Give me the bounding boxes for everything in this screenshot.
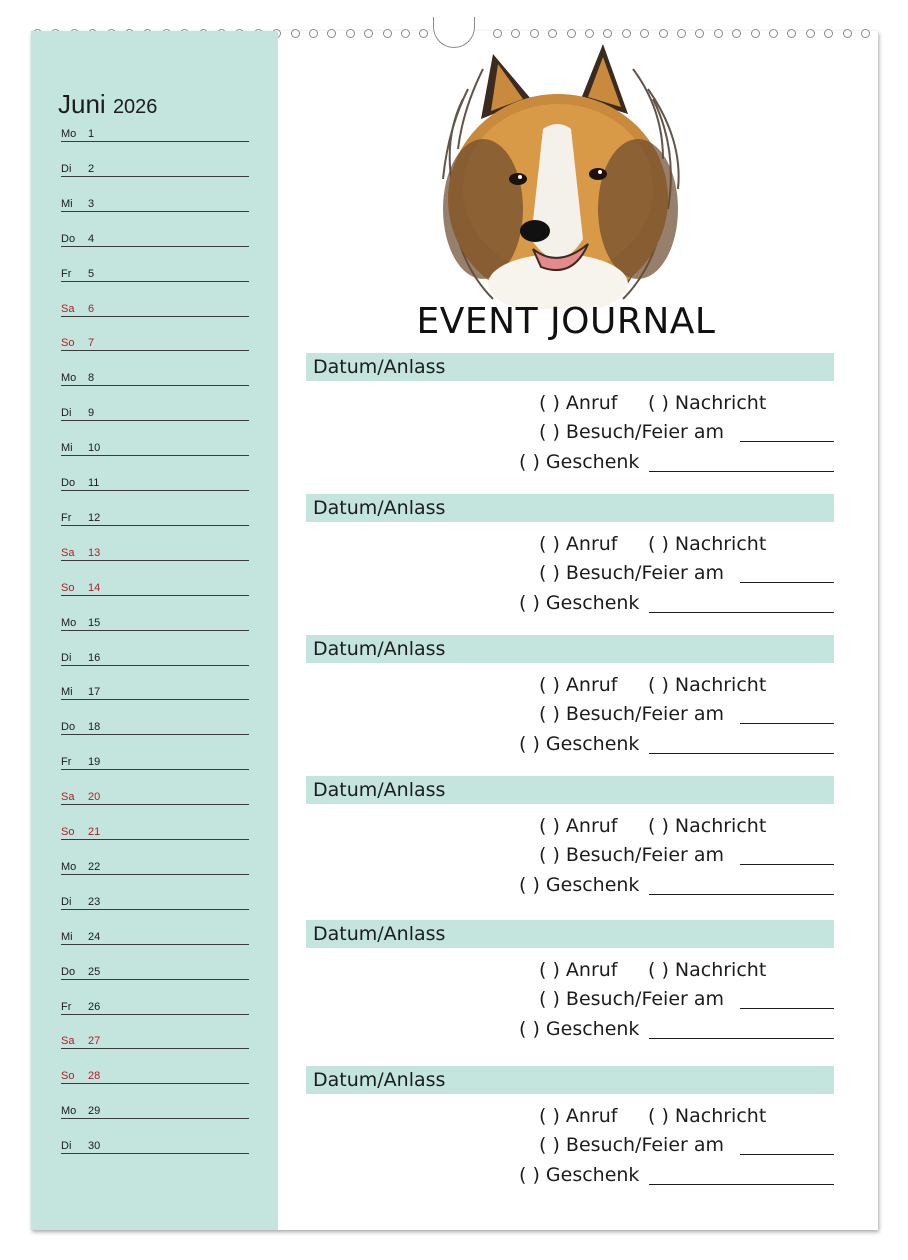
day-number: 20 (88, 791, 101, 804)
day-number: 11 (88, 477, 100, 489)
day-number: 26 (88, 1000, 101, 1013)
binding-ring (677, 29, 686, 38)
call-option: ( ) Anruf (539, 959, 618, 981)
day-row (61, 931, 249, 945)
day-number: 17 (88, 686, 101, 699)
day-row (61, 1035, 249, 1049)
binding-ring (530, 29, 539, 38)
day-number: 7 (88, 337, 95, 350)
day-number: 16 (88, 651, 101, 664)
day-of-week: Mo (61, 1105, 77, 1118)
calendar-page (31, 31, 878, 1230)
day-number: 6 (88, 302, 95, 315)
call-option: ( ) Anruf (539, 815, 618, 837)
binding-ring (806, 29, 815, 38)
day-row (61, 372, 249, 386)
day-of-week: Do (61, 721, 76, 734)
day-number: 19 (88, 756, 101, 769)
day-of-week: So (61, 826, 75, 838)
day-number: 21 (88, 826, 101, 838)
day-row (61, 128, 249, 142)
day-row (61, 547, 249, 561)
entry-heading: Datum/Anlass (306, 776, 834, 804)
day-row (61, 966, 249, 980)
gift-line (649, 471, 834, 472)
day-row (61, 826, 249, 840)
day-row (61, 337, 249, 351)
day-of-week: Sa (61, 791, 75, 804)
day-number: 24 (88, 930, 101, 943)
gift-option: ( ) Geschenk (519, 1164, 640, 1186)
day-row (61, 1070, 249, 1084)
day-of-week: Sa (61, 302, 75, 315)
dog-illustration (423, 39, 693, 309)
day-row (61, 861, 249, 875)
day-row (61, 442, 249, 456)
day-of-week: So (61, 581, 75, 594)
binding-ring (787, 29, 796, 38)
day-of-week: Mo (61, 372, 77, 385)
call-option: ( ) Anruf (539, 533, 618, 555)
message-option: ( ) Nachricht (648, 674, 767, 696)
binding-ring (714, 29, 723, 38)
entry-heading: Datum/Anlass (306, 494, 834, 522)
visit-option: ( ) Besuch/Feier am (539, 988, 725, 1010)
journal-title: EVENT JOURNAL (416, 301, 716, 342)
gift-option: ( ) Geschenk (519, 874, 640, 896)
visit-date-line (740, 582, 834, 583)
gift-line (649, 1038, 834, 1039)
day-row (61, 617, 249, 631)
day-number: 15 (88, 616, 101, 629)
day-row (61, 163, 249, 177)
message-option: ( ) Nachricht (648, 392, 767, 414)
month-year: 2026 (112, 96, 158, 118)
binding-ring (622, 29, 631, 38)
binding-ring (291, 29, 300, 38)
day-of-week: Do (61, 477, 76, 489)
message-option: ( ) Nachricht (648, 959, 767, 981)
gift-line (649, 894, 834, 895)
day-of-week: Fr (61, 267, 72, 280)
day-of-week: Mi (61, 197, 73, 210)
call-option: ( ) Anruf (539, 392, 618, 414)
day-of-week: Di (61, 407, 72, 420)
binding-ring (585, 29, 594, 38)
visit-date-line (740, 723, 834, 724)
day-number: 18 (88, 721, 101, 734)
day-number: 30 (88, 1140, 101, 1153)
day-number: 9 (88, 407, 95, 420)
gift-line (649, 612, 834, 613)
day-number: 4 (88, 232, 95, 245)
binding-ring (732, 29, 741, 38)
entry-heading: Datum/Anlass (306, 353, 834, 381)
visit-date-line (740, 1008, 834, 1009)
day-number: 22 (88, 860, 101, 873)
day-row (61, 756, 249, 770)
day-number: 29 (88, 1105, 101, 1118)
day-number: 1 (88, 128, 95, 140)
binding-ring (659, 29, 668, 38)
binding-ring (493, 29, 502, 38)
visit-date-line (740, 864, 834, 865)
day-of-week: Mo (61, 616, 77, 629)
visit-option: ( ) Besuch/Feier am (539, 844, 725, 866)
day-number: 28 (88, 1070, 101, 1083)
visit-option: ( ) Besuch/Feier am (539, 703, 725, 725)
day-number: 8 (88, 372, 95, 385)
call-option: ( ) Anruf (539, 1105, 618, 1127)
binding-ring (695, 29, 704, 38)
binding-ring (364, 29, 373, 38)
day-row (61, 582, 249, 596)
month-name: Juni (58, 89, 106, 119)
binding-ring (751, 29, 760, 38)
binding-ring (327, 29, 336, 38)
binding-ring (419, 29, 428, 38)
day-of-week: Mi (61, 930, 73, 943)
day-of-week: Sa (61, 1035, 75, 1048)
day-row (61, 1140, 249, 1154)
binding-ring (309, 29, 318, 38)
day-row (61, 896, 249, 910)
day-of-week: Fr (61, 1000, 72, 1013)
binding-ring (511, 29, 520, 38)
gift-option: ( ) Geschenk (519, 1018, 640, 1040)
message-option: ( ) Nachricht (648, 533, 767, 555)
day-number: 23 (88, 895, 101, 908)
gift-line (649, 753, 834, 754)
month-title (58, 89, 157, 120)
binding-ring (603, 29, 612, 38)
calendar-sidebar (31, 31, 278, 1230)
day-row (61, 512, 249, 526)
day-of-week: Fr (61, 511, 72, 524)
entry-heading: Datum/Anlass (306, 920, 834, 948)
binding-ring (824, 29, 833, 38)
day-number: 5 (88, 267, 95, 280)
day-row (61, 721, 249, 735)
binding-ring (640, 29, 649, 38)
day-number: 12 (88, 511, 101, 524)
day-of-week: Fr (61, 756, 72, 769)
binding-ring (769, 29, 778, 38)
day-of-week: Di (61, 651, 72, 664)
day-number: 10 (88, 442, 101, 455)
binding-ring (548, 29, 557, 38)
day-number: 14 (88, 581, 101, 594)
binding-ring (401, 29, 410, 38)
binding-ring (346, 29, 355, 38)
day-row (61, 198, 249, 212)
visit-date-line (740, 1154, 834, 1155)
call-option: ( ) Anruf (539, 674, 618, 696)
day-row (61, 268, 249, 282)
day-number: 13 (88, 546, 101, 559)
visit-option: ( ) Besuch/Feier am (539, 1134, 725, 1156)
day-of-week: Mo (61, 128, 77, 140)
day-row (61, 477, 249, 491)
day-row (61, 791, 249, 805)
gift-option: ( ) Geschenk (519, 592, 640, 614)
day-of-week: Do (61, 965, 76, 978)
day-of-week: Di (61, 1140, 72, 1153)
gift-line (649, 1184, 834, 1185)
day-number: 3 (88, 197, 95, 210)
day-row (61, 407, 249, 421)
day-number: 2 (88, 162, 95, 175)
binding-ring (861, 29, 870, 38)
binding-ring (567, 29, 576, 38)
binding-ring (843, 29, 852, 38)
day-of-week: So (61, 337, 75, 350)
day-row (61, 686, 249, 700)
gift-option: ( ) Geschenk (519, 451, 640, 473)
day-of-week: Mi (61, 686, 73, 699)
day-row (61, 652, 249, 666)
binding-ring (383, 29, 392, 38)
gift-option: ( ) Geschenk (519, 733, 640, 755)
entry-heading: Datum/Anlass (306, 1066, 834, 1094)
day-number: 25 (88, 965, 101, 978)
day-row (61, 303, 249, 317)
visit-option: ( ) Besuch/Feier am (539, 562, 725, 584)
day-of-week: Di (61, 895, 72, 908)
day-of-week: Di (61, 162, 72, 175)
day-row (61, 1001, 249, 1015)
day-of-week: Mo (61, 860, 77, 873)
visit-date-line (740, 441, 834, 442)
visit-option: ( ) Besuch/Feier am (539, 421, 725, 443)
day-row (61, 1105, 249, 1119)
message-option: ( ) Nachricht (648, 1105, 767, 1127)
message-option: ( ) Nachricht (648, 815, 767, 837)
day-of-week: Do (61, 232, 76, 245)
day-of-week: Mi (61, 442, 73, 455)
entry-heading: Datum/Anlass (306, 635, 834, 663)
day-of-week: Sa (61, 546, 75, 559)
day-row (61, 233, 249, 247)
day-number: 27 (88, 1035, 101, 1048)
day-of-week: So (61, 1070, 75, 1083)
